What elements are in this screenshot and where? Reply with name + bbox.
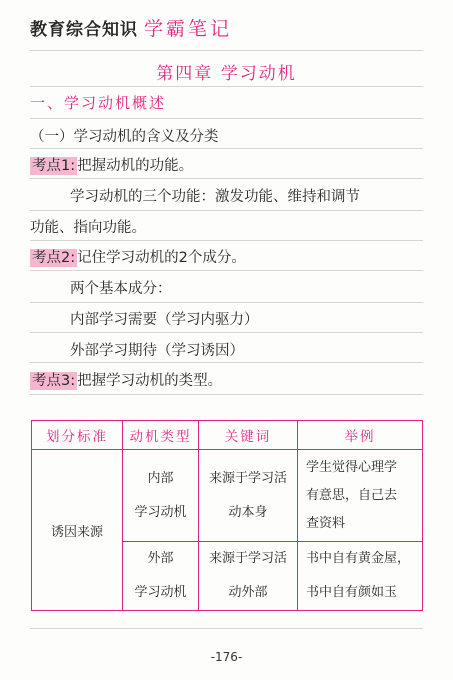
type-cell: 外部 学习动机 bbox=[123, 542, 199, 611]
ruled-line bbox=[30, 118, 423, 119]
table-header: 关键词 bbox=[199, 421, 298, 450]
point-3 bbox=[30, 368, 423, 394]
brand-title: 学霸笔记 bbox=[144, 18, 233, 40]
table-header: 划分标准 bbox=[32, 421, 123, 450]
ruled-line bbox=[30, 302, 423, 303]
page-header bbox=[30, 14, 232, 41]
chapter-title: 第四章 学习动机 bbox=[156, 64, 297, 84]
components-intro: 两个基本成分： bbox=[70, 281, 172, 297]
example-cell: 书中自有黄金屋， 书中自有颜如玉 bbox=[298, 542, 423, 611]
point-tag: 考点2: bbox=[32, 250, 76, 266]
point-1 bbox=[30, 153, 423, 179]
functions-line: 学习动机的三个功能：激发功能、维持和调节 bbox=[70, 189, 360, 205]
table-header: 动机类型 bbox=[123, 421, 199, 450]
point-tag: 考点3: bbox=[32, 373, 76, 389]
keyword-cell: 来源于学习活 动本身 bbox=[199, 450, 298, 542]
ruled-line bbox=[30, 50, 423, 51]
type-cell: 内部 学习动机 bbox=[123, 450, 199, 542]
component-item: 外部学习期待（学习诱因） bbox=[70, 343, 244, 359]
point-tag: 考点1: bbox=[32, 158, 76, 174]
criterion-cell: 诱因来源 bbox=[32, 450, 123, 611]
ruled-line bbox=[30, 394, 423, 395]
table-header-row bbox=[32, 421, 423, 450]
ruled-line bbox=[30, 210, 423, 211]
table-row bbox=[32, 450, 423, 542]
ruled-line bbox=[30, 628, 423, 629]
ruled-line bbox=[30, 86, 423, 87]
table-header: 举例 bbox=[298, 421, 423, 450]
subject-title: 教育综合知识 bbox=[30, 20, 138, 40]
keyword-cell: 来源于学习活 动外部 bbox=[199, 542, 298, 611]
point-text: 记住学习动机的2个成分。 bbox=[77, 250, 246, 266]
point-2 bbox=[30, 245, 423, 271]
example-cell: 学生觉得心理学 有意思，自己去 查资料 bbox=[298, 450, 423, 542]
component-item: 内部学习需要（学习内驱力） bbox=[70, 312, 259, 328]
section-title: 一、学习动机概述 bbox=[30, 94, 167, 112]
page-number: -176- bbox=[210, 650, 243, 664]
point-text: 把握动机的功能。 bbox=[77, 158, 194, 174]
functions-line: 功能、指向功能。 bbox=[30, 220, 146, 236]
subsection-title: （一）学习动机的含义及分类 bbox=[30, 129, 219, 145]
point-text: 把握学习动机的类型。 bbox=[77, 373, 223, 389]
motivation-type-table bbox=[31, 420, 423, 611]
